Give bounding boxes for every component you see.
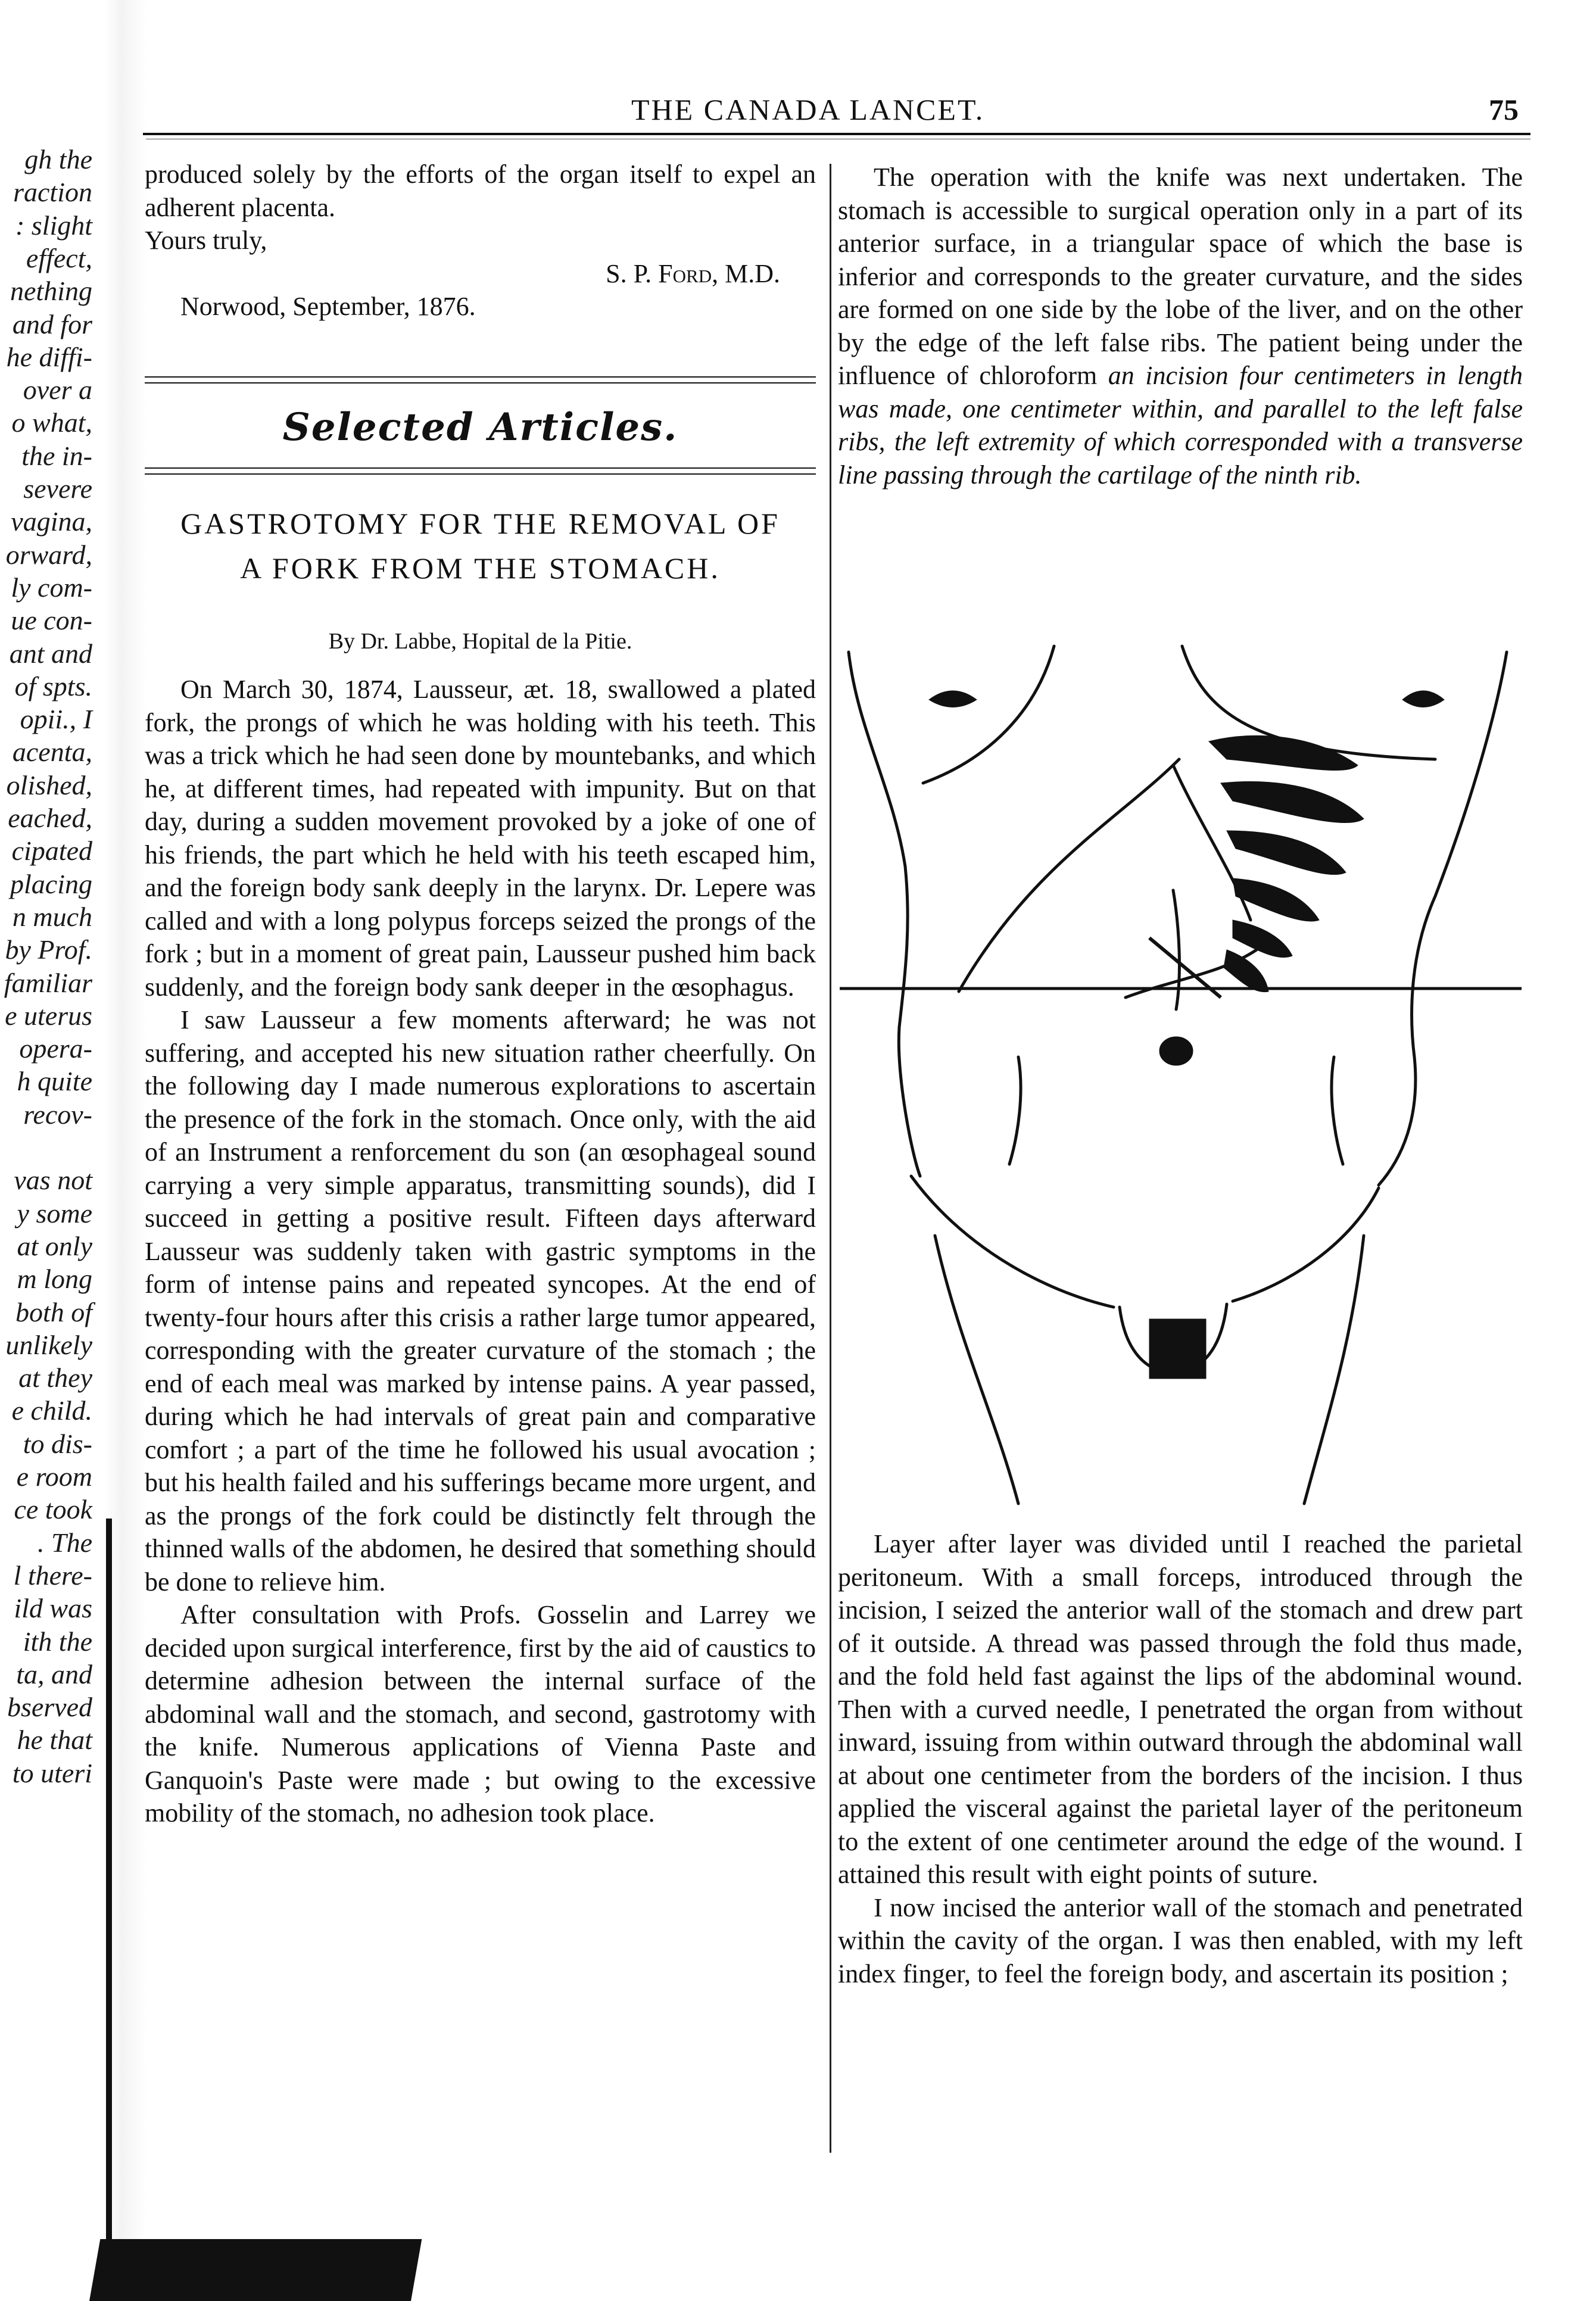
previous-page-fragment: vagina, [11,506,92,537]
operation-intro-text: The operation with the knife was next undertaken. The stomach is accessible to surgical operation only in a part of its anterior surface, in a triangular space of which the base is inferior and corresponds to the greater curvature, and the sides are formed on one side by the lobe of the liver, and on the other by the edge of the left false ribs. The patient being under the influence of chloroform [838,163,1523,390]
header-rule [143,133,1530,135]
previous-page-fragment: the in- [21,440,92,471]
previous-page-fragments [0,143,104,2287]
previous-page-fragment: placing [10,868,92,899]
previous-page-fragment: acenta, [12,737,92,768]
previous-page-fragment: to dis- [23,1428,92,1459]
article-title-line-1: GASTROTOMY FOR THE REMOVAL OF [180,507,780,540]
previous-page-fragment: recov- [23,1099,92,1130]
previous-page-fragment: ild was [14,1593,92,1624]
previous-page-fragment: at they [18,1362,92,1393]
section-heading: Selected Articles. [282,405,678,450]
groin-left [911,1176,1114,1307]
previous-page-fragment: h quite [17,1066,92,1097]
previous-page-fragment: over a [23,375,92,406]
previous-page-fragment: severe [23,473,92,504]
article-paragraph: On March 30, 1874, Lausseur, æt. 18, swallowed a plated fork, the prongs of which he was holding with his teeth. This was a trick which he had seen done by mountebanks, and which he, at different times, had repeated with impunity. But on that day, during a sudden movement provoked by a joke of one of his friends, the part which he held with his teeth escaped him, and the foreign body sank deeply in the larynx. Dr. Lepere was called and with a long polypus forceps seized the prongs of the fork ; but in a moment of great pain, Lausseur pushed him back suddenly, and the foreign body sank deeper in the œsophagus. [145,675,816,1002]
navel [1159,1037,1193,1065]
previous-page-fragment: eached, [8,803,92,833]
binding-shadow [106,1519,112,2301]
article-paragraph: I saw Lausseur a few moments afterward; he was not suffering, and accepted his new situation rather cheerfully. On the following day I made numerous explorations to ascertain the presence of the fork in the stomach. Once only, with the aid of an Instrument a renforcement du son (an œsophageal sound carrying a very simple apparatus, transmitting sounds), did I succeed in getting a positive result. Fifteen days afterward Lausseur was suddenly taken with gastric symptoms in the form of intense pains and repeated syncopes. At the end of twenty-four hours after this crisis a rather large tumor appeared, corresponding with the greater curvature of the stomach ; the end of each meal was marked by intense pains. A year passed, during which he had intervals of great pain and comparative comfort ; a part of the time he followed his usual avocation ; but his health failed and his sufferings became more urgent, and as the prongs of the fork could be distinctly felt through the thinned walls of the abdomen, he desired that something should be done to relieve him. [145,1005,816,1597]
previous-page-fragment: : slight [15,210,92,241]
section-rule-bottom [145,467,816,475]
pubic-shading [1149,1319,1206,1379]
previous-page-fragment: vas not [14,1165,92,1196]
article-paragraph: I now incised the anterior wall of the stomach and penetrated within the cavity of the organ. I was then enabled, with my left index finger, to feel the foreign body, and ascertain its position ; [838,1892,1523,1988]
article-title-line-2: A FORK FROM THE STOMACH. [240,551,721,585]
previous-page-fragment: e uterus [5,1000,92,1031]
letter-ending [145,158,816,323]
letter-closing-text: produced solely by the efforts of the organ itself to expel an adherent placenta. [145,160,816,222]
previous-page-fragment: m long [17,1264,92,1295]
previous-page-fragment: unlikely [5,1329,92,1360]
right-nipple [1402,691,1444,707]
costal-margin [959,759,1179,992]
article-paragraph: Layer after layer was divided until I reached the parietal peritoneum. With a small forceps, introduced through the incision, I seized the anterior wall of the stomach and drew part of it outside. A thread was passed through the fold thus made, and the fold held fast against the lips of the abdominal wound. Then with a curved needle, I penetrated the organ from without inward, issuing from within outward through the abdominal wall at about one centimeter from the borders of the incision. I thus applied the visceral against the parietal layer of the peritoneum to the extent of one centimeter around the edge of the wound. I attained this result with eight points of suture. [838,1529,1523,1889]
column-divider [830,164,831,2153]
previous-page-fragment: o what, [11,407,92,438]
abdomen-line-right [1332,1057,1343,1164]
letter-dateline: Norwood, September, 1876. [180,292,476,321]
previous-page-fragment: nething [10,276,92,307]
previous-page-fragment: y some [17,1198,92,1229]
letter-salutation: Yours truly, [145,226,267,255]
letter-signature: S. P. Ford, M.D. [606,258,780,288]
previous-page-fragment: he diffi- [6,341,92,372]
previous-page-fragment: ue con- [11,605,92,636]
article-title [145,501,816,591]
previous-page-fragment: olished, [6,769,92,800]
previous-page-fragment: e room [16,1461,92,1492]
previous-page-fragment: bserved [7,1692,92,1723]
running-title: THE CANADA LANCET. [631,93,985,126]
chest-line-left [923,646,1054,783]
article-paragraph [838,161,1523,491]
incision-description: an incision four centimeters in length was made, one centimeter within, and parallel to the left false ribs, the left extremity of which corresponded with a transverse line passing through the cartilage of the ninth rib. [838,361,1523,489]
previous-page-fragment: e child. [11,1395,92,1426]
abdomen-incision-illustration [840,640,1522,1519]
previous-page-fragment: he that [17,1725,92,1756]
previous-page-fragment: and for [12,308,92,339]
previous-page-fragment: to uteri [12,1757,92,1788]
section-rule-top [145,376,816,384]
previous-page-fragment: effect, [26,242,92,273]
previous-page-fragment: ce took [14,1494,92,1525]
previous-page-fragment: n much [12,901,92,932]
binding-shadow-foot [89,2239,422,2301]
previous-page-fragment: opii., I [20,704,92,735]
left-nipple [929,691,977,707]
abdomen-line-left [1009,1057,1021,1164]
rib-shading [1209,735,1364,992]
previous-page-fragment: orward, [5,539,92,570]
previous-page-fragment: both of [15,1296,92,1327]
article-body-right-bottom [838,1527,1523,1990]
previous-page-fragment: by Prof. [5,934,92,965]
article-byline: By Dr. Labbe, Hopital de la Pitie. [328,629,632,654]
previous-page-fragment: familiar [4,967,92,998]
torso-left-outline [849,652,920,1176]
previous-page-fragment: . The [38,1527,92,1558]
previous-page-fragment: gh the [24,144,92,174]
previous-page-fragment: cipated [11,835,92,866]
article-body-left [145,673,816,1830]
previous-page-fragment: ant and [9,638,92,669]
article-paragraph: After consultation with Profs. Gosselin and Larrey we decided upon surgical interference, first by the aid of caustics to determine adhesion between the internal surface of the abdominal wall and the stomach, and second, gastrotomy with the knife. Numerous applications of Vienna Paste and Ganquoin's Paste were made ; but owing to the excessive mobility of the stomach, no adhesion took place. [145,1600,816,1828]
thigh-left [935,1236,1018,1504]
torso-right-outline [1379,652,1507,1185]
previous-page-fragment: opera- [19,1033,92,1064]
thigh-right [1304,1236,1364,1504]
previous-page-fragment: at only [17,1230,92,1261]
article-body-right-top [838,161,1523,491]
page-number: 75 [1489,93,1519,126]
previous-page-fragment: of spts. [14,671,92,701]
midline [1173,890,1179,1009]
previous-page-fragment: ith the [23,1626,92,1657]
previous-page-fragment: ta, and [16,1658,92,1689]
previous-page-fragment: ly com- [11,572,92,603]
previous-page-fragment: l there- [13,1560,92,1591]
previous-page-fragment: raction [13,177,92,208]
